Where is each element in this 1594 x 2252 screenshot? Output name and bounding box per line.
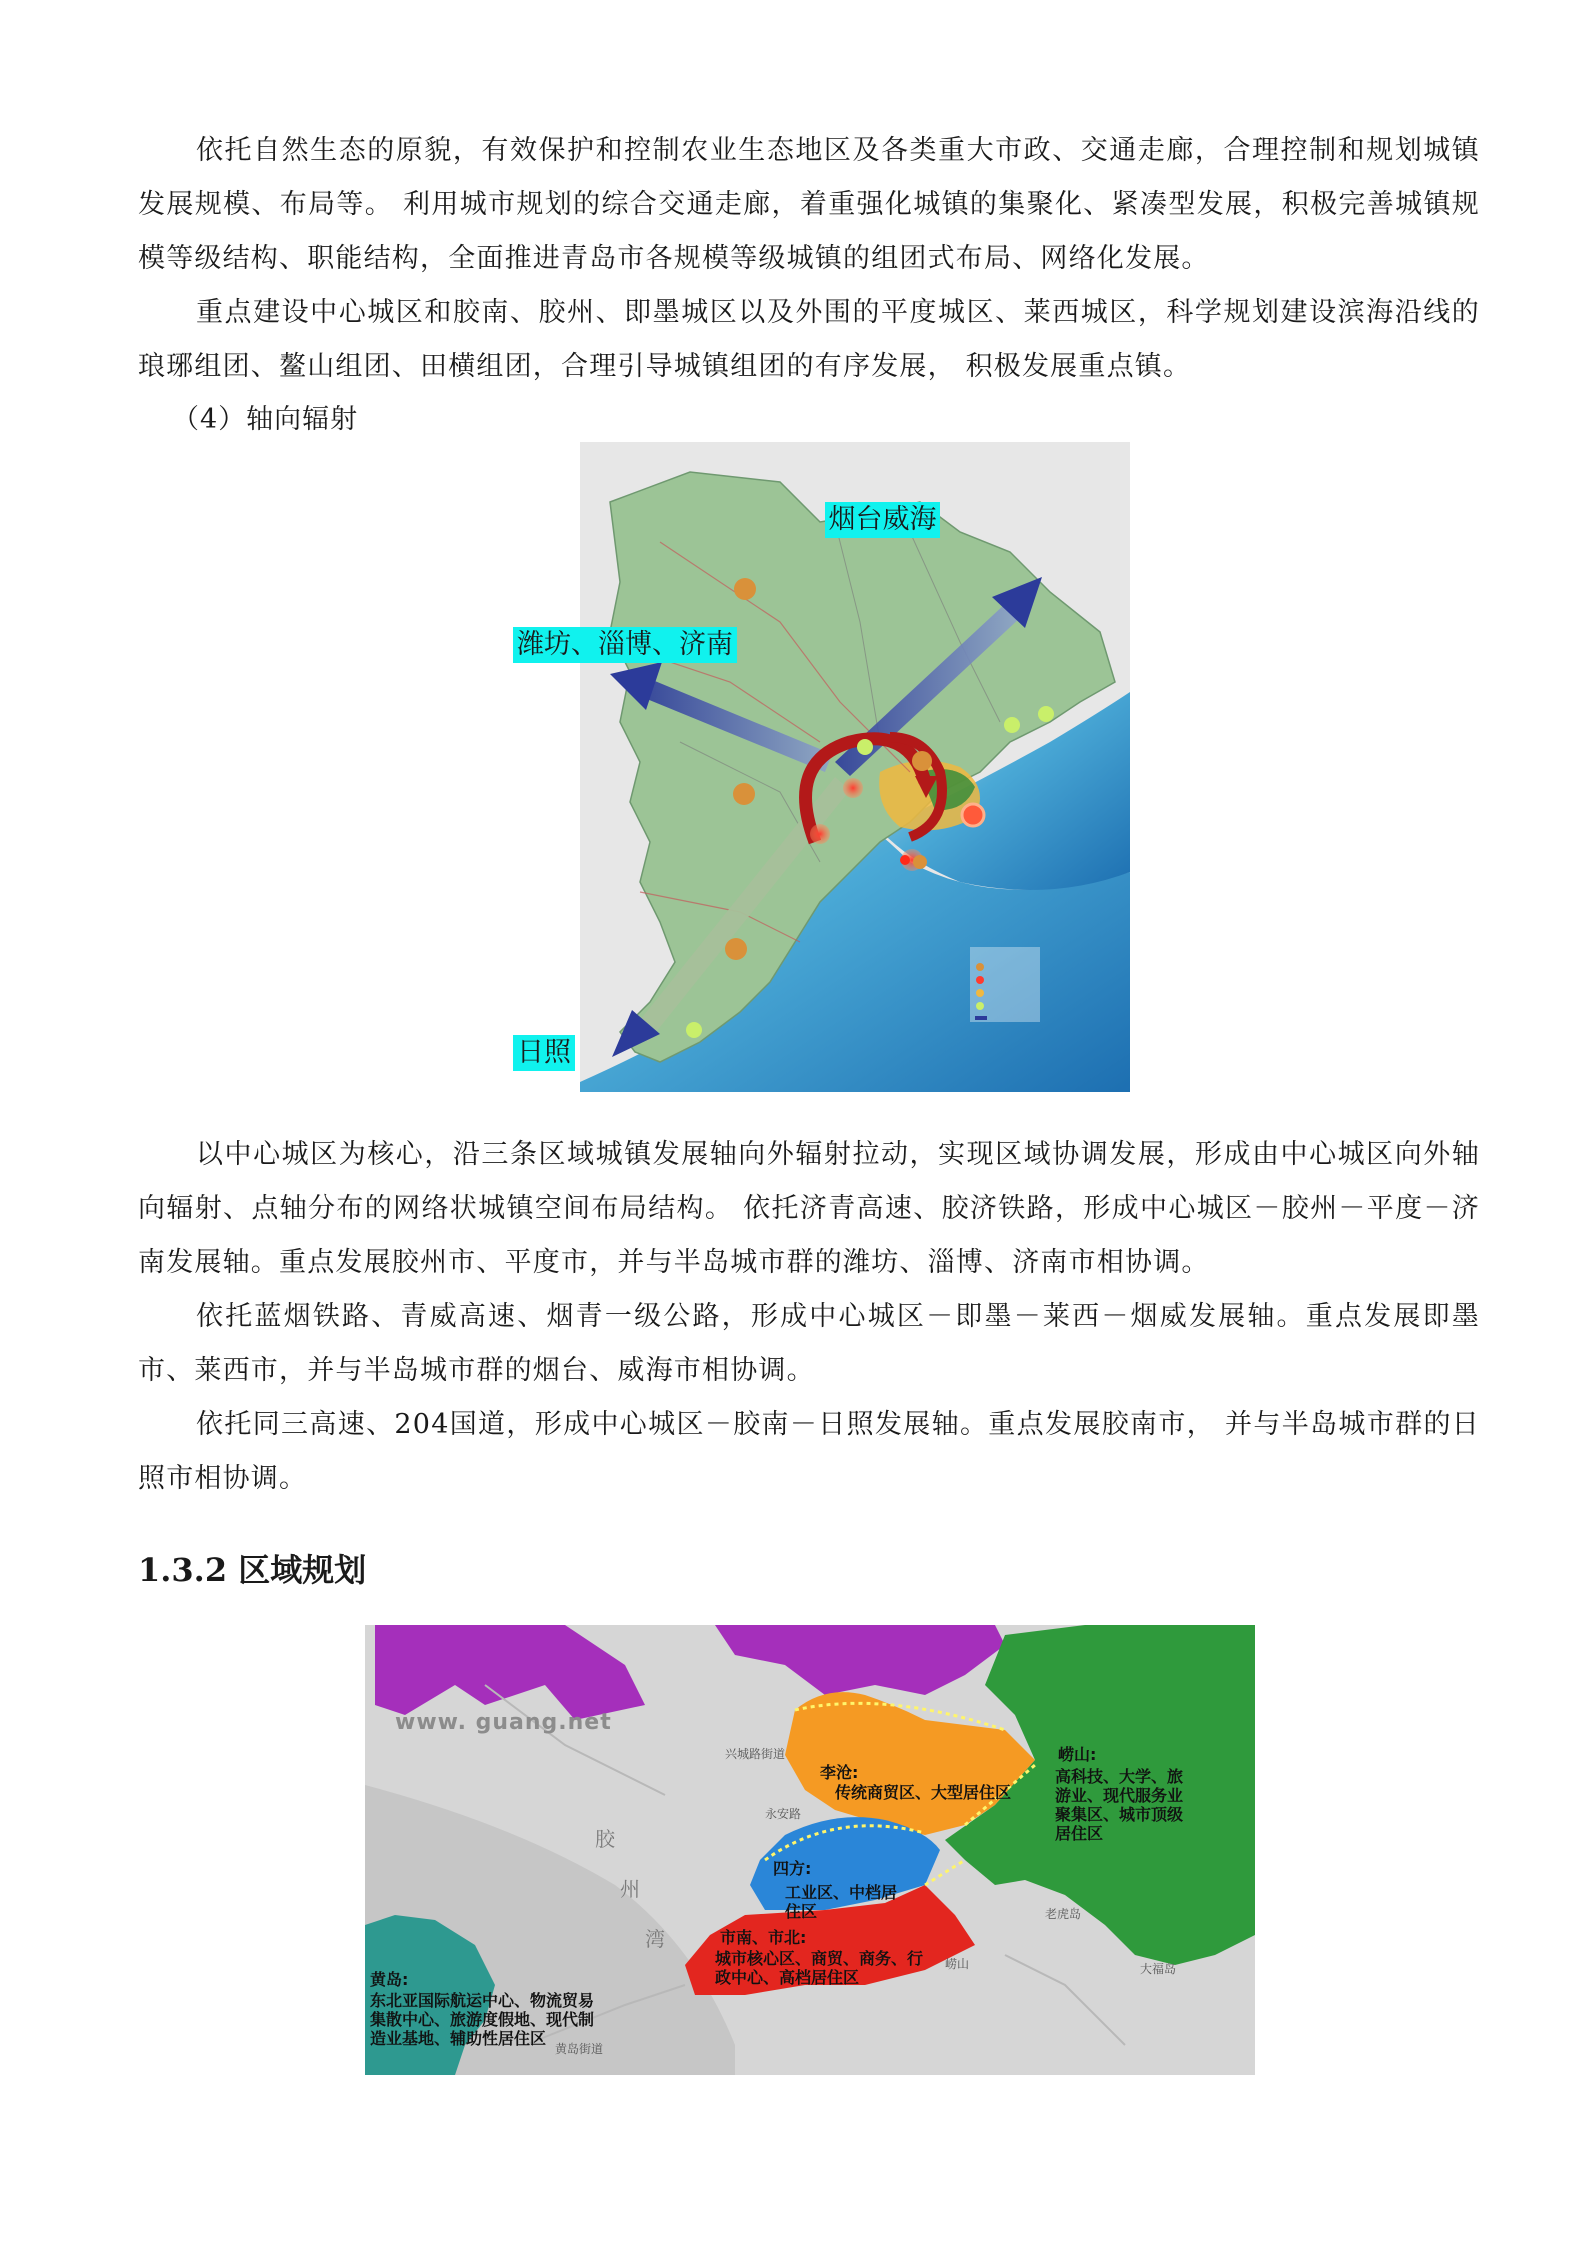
sifang-title: 四方: bbox=[773, 1859, 812, 1878]
huangdao-desc: 东北亚国际航运中心、物流贸易集散中心、旅游度假地、现代制造业基地、辅助性居住区 bbox=[370, 1991, 595, 2048]
paragraph-5: 依托同三高速、204国道，形成中心城区－胶南－日照发展轴。重点发展胶南市， 并与半岛城市群的日照市相协调。 bbox=[138, 1409, 1480, 1494]
dot-orange-3 bbox=[912, 751, 932, 771]
bay-char-2: 州 bbox=[620, 1877, 640, 1901]
label-yantai-weihai: 烟台威海 bbox=[825, 502, 940, 538]
dot-lime-3 bbox=[857, 739, 873, 755]
dot-red-4 bbox=[962, 804, 984, 826]
district-planning-map bbox=[365, 1625, 1255, 2075]
label-weifang-zibo-jinan: 潍坊、淄博、济南 bbox=[513, 627, 737, 663]
dot-lime-2 bbox=[1004, 717, 1020, 733]
huangdao-title: 黄岛: bbox=[370, 1970, 409, 1989]
laoshan-title: 崂山: bbox=[1058, 1745, 1097, 1764]
dot-red-3 bbox=[810, 824, 830, 844]
section-heading: 1.3.2 区域规划 bbox=[138, 1551, 367, 1589]
paragraph-2: 重点建设中心城区和胶南、胶州、即墨城区以及外围的平度城区、莱西城区，科学规划建设滨海沿线的琅琊组团、鳌山组团、田横组团，合理引导城镇组团的有序发展， 积极发展重点镇。 bbox=[138, 297, 1480, 382]
axial-radiation-map bbox=[580, 442, 1130, 1092]
paragraph-1: 依托自然生态的原貌，有效保护和控制农业生态地区及各类重大市政、交通走廊，合理控制和规划城镇发展规模、布局等。 利用城市规划的综合交通走廊，着重强化城镇的集聚化、紧凑型发展，积极完善城镇规模等级结构、职能结构，全面推进青岛市各规模等级城镇的组团式布局、网络化发展。 bbox=[138, 135, 1480, 274]
map-svg bbox=[580, 442, 1130, 1092]
dot-lime-4 bbox=[686, 1022, 702, 1038]
licang-title: 李沧: bbox=[820, 1763, 859, 1782]
shinan-desc: 城市核心区、商贸、商务、行政中心、高档居住区 bbox=[715, 1949, 924, 1987]
label-rizhao: 日照 bbox=[513, 1035, 575, 1071]
paragraph-3: 以中心城区为核心，沿三条区域城镇发展轴向外辐射拉动，实现区域协调发展，形成由中心城区向外轴向辐射、点轴分布的网络状城镇空间布局结构。 依托济青高速、胶济铁路，形成中心城区－胶州－平度－济南发展轴。重点发展胶州市、平度市，并与半岛城市群的潍坊、淄博、济南市相协调。 bbox=[138, 1139, 1480, 1278]
road-label-1: 兴城路街道 bbox=[725, 1747, 786, 1761]
laoshan-desc: 高科技、大学、旅游业、现代服务业聚集区、城市顶级居住区 bbox=[1055, 1767, 1184, 1843]
bay-char-1: 胶 bbox=[595, 1827, 615, 1851]
road-label-2: 永安路 bbox=[765, 1807, 802, 1821]
licang-desc: 传统商贸区、大型居住区 bbox=[835, 1783, 1012, 1802]
road-label-4: 大福岛 bbox=[1140, 1962, 1177, 1976]
dot-orange-2 bbox=[725, 938, 747, 960]
map-legend bbox=[970, 947, 1040, 1022]
shinan-title: 市南、市北: bbox=[720, 1928, 807, 1947]
subsection-title: （4）轴向辐射 bbox=[172, 404, 359, 435]
dot-orange-4 bbox=[734, 578, 756, 600]
bay-char-3: 湾 bbox=[645, 1927, 665, 1951]
road-label-3: 崂山 bbox=[945, 1957, 970, 1971]
paragraph-4: 依托蓝烟铁路、青威高速、烟青一级公路，形成中心城区－即墨－莱西－烟威发展轴。重点发展即墨市、莱西市，并与半岛城市群的烟台、威海市相协调。 bbox=[138, 1301, 1480, 1386]
dot-orange-1 bbox=[733, 783, 755, 805]
sifang-desc: 工业区、中档居住区 bbox=[785, 1883, 898, 1921]
watermark: www. guang.net bbox=[395, 1710, 612, 1735]
dot-red-2 bbox=[843, 778, 863, 798]
dot-lime-1 bbox=[1038, 706, 1054, 722]
road-label-5: 老虎岛 bbox=[1045, 1907, 1082, 1921]
road-label-6: 黄岛街道 bbox=[555, 2042, 604, 2056]
